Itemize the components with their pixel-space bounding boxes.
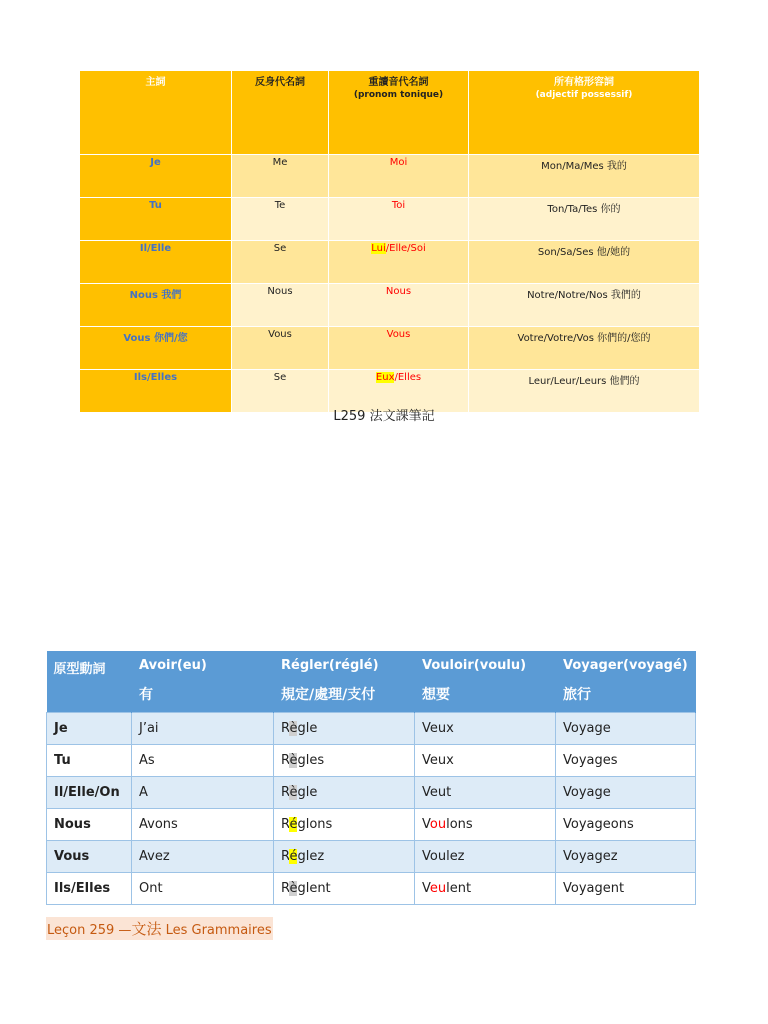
avoir-cell: A	[132, 777, 274, 809]
header-possessive-label: 所有格形容詞	[554, 77, 614, 88]
header-vouloir-label: Vouloir(voulu)	[422, 658, 527, 673]
regler-accent: è	[289, 881, 298, 896]
regler-accent: è	[289, 721, 298, 736]
subject-cell: Il/Elle	[80, 241, 232, 284]
subject-cell: Ils/Elles	[80, 370, 232, 413]
conjugation-row	[47, 841, 696, 873]
header-avoir-meaning: 有	[139, 687, 153, 703]
regler-accent: è	[289, 753, 298, 768]
possessive-cell: Notre/Notre/Nos 我們的	[469, 284, 700, 327]
tonic-rest: /Elle/Soi	[385, 243, 426, 254]
header-infinitive-label: 原型動詞	[53, 662, 106, 677]
avoir-cell: As	[132, 745, 274, 777]
regler-cell	[274, 873, 415, 905]
subject-cell: Ils/Elles	[47, 873, 132, 905]
header-regler-label: Régler(réglé)	[281, 658, 379, 673]
vouloir-text: Veux	[422, 753, 454, 768]
reflexive-cell: Nous	[232, 284, 329, 327]
conjugation-row	[47, 777, 696, 809]
pronoun-row	[80, 198, 700, 241]
tonic-cell: Toi	[329, 198, 469, 241]
header-subject-label: 主詞	[145, 77, 166, 88]
voyager-cell: Voyage	[556, 713, 696, 745]
vouloir-cell	[415, 873, 556, 905]
header-infinitive	[47, 651, 132, 713]
possessive-cell: Ton/Ta/Tes 你的	[469, 198, 700, 241]
voyager-cell: Voyages	[556, 745, 696, 777]
regler-cell	[274, 809, 415, 841]
header-subject	[80, 71, 232, 155]
subject-cell: Tu	[47, 745, 132, 777]
reflexive-cell: Te	[232, 198, 329, 241]
vouloir-ending: lent	[446, 881, 472, 896]
header-tonic-sub: (pronom tonique)	[353, 90, 444, 100]
voyager-cell: Voyageons	[556, 809, 696, 841]
header-avoir	[132, 651, 274, 713]
subject-cell: Je	[47, 713, 132, 745]
header-voyager-label: Voyager(voyagé)	[563, 658, 688, 673]
regler-stem: R	[281, 785, 290, 800]
vouloir-cell	[415, 713, 556, 745]
regler-ending: glez	[297, 849, 325, 864]
header-tonic	[329, 71, 469, 155]
subject-cell: Je	[80, 155, 232, 198]
tonic-cell: Vous	[329, 327, 469, 370]
pronoun-table-header-row	[80, 71, 700, 155]
conjugation-header-row	[47, 651, 696, 713]
regler-cell	[274, 777, 415, 809]
regler-accent: è	[289, 785, 298, 800]
regler-stem: R	[281, 849, 290, 864]
tonic-highlight: Eux	[375, 372, 395, 383]
regler-accent: é	[289, 817, 298, 832]
pronoun-row	[80, 284, 700, 327]
regler-ending: gle	[297, 785, 318, 800]
header-vouloir-meaning: 想要	[422, 687, 450, 703]
vouloir-cell	[415, 841, 556, 873]
vouloir-vowel: ou	[429, 817, 447, 832]
possessive-cell: Leur/Leur/Leurs 他們的	[469, 370, 700, 413]
regler-stem: R	[281, 721, 290, 736]
header-voyager	[556, 651, 696, 713]
table1-caption: L259 法文課筆記	[333, 409, 435, 424]
possessive-cell: Votre/Votre/Vos 你們的/您的	[469, 327, 700, 370]
caption-grammar-fr: Les Grammaires	[161, 923, 272, 938]
conjugation-table	[46, 651, 696, 905]
possessive-cell: Son/Sa/Ses 他/她的	[469, 241, 700, 284]
header-regler-meaning: 規定/處理/支付	[281, 687, 376, 703]
vouloir-text: Veux	[422, 721, 454, 736]
voyager-cell: Voyage	[556, 777, 696, 809]
regler-ending: glons	[297, 817, 333, 832]
vouloir-cell	[415, 777, 556, 809]
pronoun-row	[80, 327, 700, 370]
regler-stem: R	[281, 753, 290, 768]
conjugation-row	[47, 745, 696, 777]
regler-ending: gle	[297, 721, 318, 736]
conjugation-row	[47, 713, 696, 745]
voyager-cell: Voyagez	[556, 841, 696, 873]
vouloir-text: Veut	[422, 785, 452, 800]
vouloir-text: Voulez	[422, 849, 465, 864]
regler-accent: é	[289, 849, 298, 864]
header-reflexive	[232, 71, 329, 155]
header-voyager-meaning: 旅行	[563, 687, 591, 703]
header-possessive	[469, 71, 700, 155]
regler-ending: gles	[297, 753, 325, 768]
avoir-cell: Ont	[132, 873, 274, 905]
possessive-cell: Mon/Ma/Mes 我的	[469, 155, 700, 198]
header-tonic-label: 重讀音代名詞	[368, 77, 429, 88]
reflexive-cell: Me	[232, 155, 329, 198]
regler-stem: R	[281, 817, 290, 832]
subject-cell: Vous 你們/您	[80, 327, 232, 370]
tonic-cell: Moi	[329, 155, 469, 198]
reflexive-cell: Se	[232, 370, 329, 413]
pronoun-row	[80, 241, 700, 284]
subject-cell: Tu	[80, 198, 232, 241]
header-reflexive-label: 反身代名詞	[255, 77, 305, 88]
vouloir-cell	[415, 745, 556, 777]
vouloir-stem: V	[422, 817, 430, 832]
header-avoir-label: Avoir(eu)	[139, 658, 207, 673]
subject-cell: Nous 我們	[80, 284, 232, 327]
header-regler	[274, 651, 415, 713]
vouloir-stem: V	[422, 881, 430, 896]
tonic-cell	[329, 241, 469, 284]
pronoun-row	[80, 155, 700, 198]
table2-caption	[46, 917, 273, 940]
header-possessive-sub: (adjectif possessif)	[535, 90, 633, 100]
caption-lesson: Leçon 259 —	[47, 923, 132, 938]
tonic-rest: /Elles	[394, 372, 422, 383]
regler-cell	[274, 713, 415, 745]
subject-cell: Vous	[47, 841, 132, 873]
subject-cell: Il/Elle/On	[47, 777, 132, 809]
regler-ending: glent	[297, 881, 331, 896]
regler-cell	[274, 745, 415, 777]
tonic-highlight: Lui	[371, 243, 386, 254]
reflexive-cell: Vous	[232, 327, 329, 370]
conjugation-row	[47, 873, 696, 905]
header-vouloir	[415, 651, 556, 713]
tonic-cell: Nous	[329, 284, 469, 327]
vouloir-vowel: eu	[429, 881, 447, 896]
avoir-cell: J’ai	[132, 713, 274, 745]
reflexive-cell: Se	[232, 241, 329, 284]
vouloir-cell	[415, 809, 556, 841]
voyager-cell: Voyagent	[556, 873, 696, 905]
subject-cell: Nous	[47, 809, 132, 841]
regler-cell	[274, 841, 415, 873]
conjugation-row	[47, 809, 696, 841]
pronoun-table	[79, 70, 700, 413]
avoir-cell: Avez	[132, 841, 274, 873]
vouloir-ending: lons	[446, 817, 473, 832]
caption-grammar-zh: 文法	[131, 920, 162, 938]
regler-stem: R	[281, 881, 290, 896]
avoir-cell: Avons	[132, 809, 274, 841]
